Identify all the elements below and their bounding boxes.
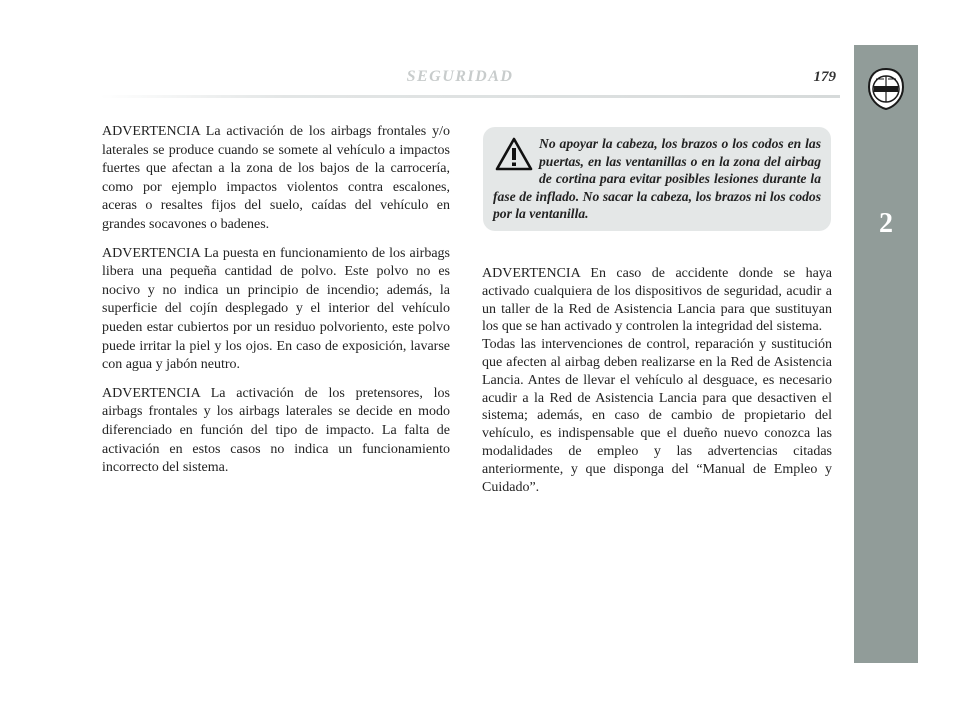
warning-text-block	[493, 135, 821, 223]
paragraph: ADVERTENCIA La puesta en funcionamiento de los airbags libera una pequeña cantidad de polvo. Este polvo no es nocivo y no indica un principio de incendio; además, la superficie del cojín desplegado y el interior del vehículo pueden estar cubiertos por un residuo polvoriento, este polvo puede irritar la piel y los ojos. En caso de exposición, lavarse con agua y jabón neutro.	[102, 245, 450, 373]
header-rule	[100, 95, 840, 98]
right-column	[482, 265, 832, 496]
section-title: SEGURIDAD	[406, 68, 514, 85]
paragraph: Todas las intervenciones de control, reparación y sustitución que afecten al airbag deben realizarse en la Red de Asistencia Lancia. Antes de llevar el vehículo al desguace, es necesario acudir a la Red de Asistencia Lancia para que desactiven el sistema; además, en caso de cambio de propietario del vehículo, es indispensable que el dueño nuevo conozca las modalidades de empleo y las advertencias citadas anteriormente, y que disponga del “Manual de Empleo y Cuidado”.	[482, 337, 832, 495]
lancia-logo-icon	[866, 67, 906, 111]
paragraph: ADVERTENCIA La activación de los pretensores, los airbags frontales y los airbags laterales se decide en modo diferenciado en función del tipo de impacto. La falta de activación en estos casos no indica un funcionamiento incorrecto del sistema.	[102, 385, 450, 476]
warning-box	[483, 127, 831, 231]
page-number: 179	[813, 69, 836, 85]
chapter-number: 2	[879, 208, 893, 239]
warning-text: No apoyar la cabeza, los brazos o los codos en las puertas, en las ventanillas o en la zona del airbag de cortina para evitar posibles lesiones durante la fase de inflado. No sacar la cabeza, los brazos ni los codos por la ventanilla.	[493, 136, 821, 222]
chapter-side-tab	[854, 45, 918, 663]
paragraph: ADVERTENCIA La activación de los airbags frontales y/o laterales se produce cuando se somete al vehículo a impactos fuertes que afectan a la zona de los bajos de la carrocería, como por ejemplo impactos violentos contra escalones, aceras o resaltes fijos del suelo, caídas del vehículo en grandes socavones o badenes.	[102, 124, 450, 232]
paragraph: ADVERTENCIA En caso de accidente donde se haya activado cualquiera de los dispositivos de seguridad, acudir a un taller de la Red de Asistencia Lancia para que sustituyan los que se han activado y controlen la integridad del sistema.	[482, 266, 832, 335]
left-column	[102, 123, 450, 488]
